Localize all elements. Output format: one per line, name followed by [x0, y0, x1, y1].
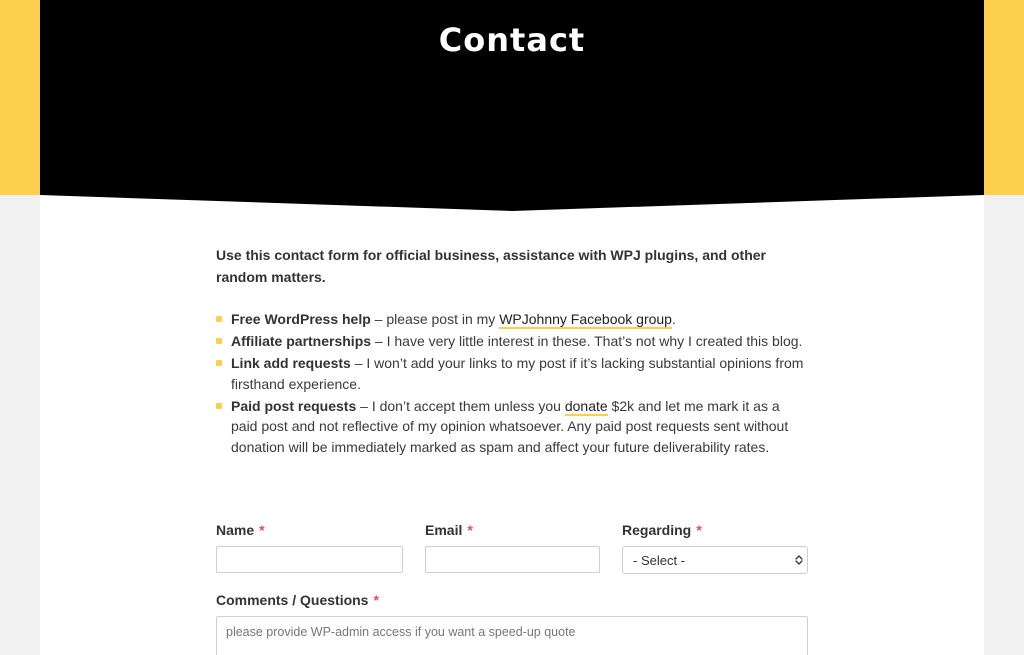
main-content [216, 244, 808, 457]
email-input[interactable] [425, 546, 600, 573]
comments-placeholder: please provide WP-admin access if you want a speed-up quote [226, 625, 576, 639]
list-item [216, 309, 808, 330]
facebook-group-link[interactable]: WPJohnny Facebook group [499, 311, 672, 327]
required-marker: * [373, 592, 379, 608]
regarding-field-group [622, 521, 808, 568]
email-field-group [425, 521, 600, 539]
name-input[interactable] [216, 546, 403, 573]
policy-text: $2k and let me mark it as a paid post and not reflective of my opinion whatsoever. Any paid post requests sent without donation will be immediately marked as spam and affect your future deliverability rates. [231, 397, 789, 455]
email-label: Email * [425, 522, 473, 538]
square-bullet-icon [216, 403, 222, 409]
required-marker: * [696, 522, 702, 538]
name-field-group [216, 521, 403, 539]
comments-field-group [216, 591, 808, 639]
required-marker: * [467, 522, 473, 538]
square-bullet-icon [216, 316, 222, 322]
policy-list [216, 309, 808, 457]
policy-text: – I won’t add your links to my post if it’s lacking substantial opinions from firsthand experience. [231, 355, 804, 392]
square-bullet-icon [216, 338, 222, 344]
policy-text: – I don’t accept them unless you [356, 397, 565, 414]
policy-text: . [671, 311, 676, 327]
list-item [216, 331, 808, 352]
policy-title: Paid post requests [231, 397, 357, 414]
intro-text: Use this contact form for official business, assistance with WPJ plugins, and other random matters. [216, 247, 766, 285]
page-title: Contact [438, 21, 586, 59]
name-label: Name * [216, 522, 265, 538]
regarding-selected-value: - Select - [633, 553, 686, 568]
comments-textarea[interactable] [216, 616, 808, 655]
policy-title: Link add requests [231, 355, 351, 371]
square-bullet-icon [216, 360, 222, 366]
policy-title: Affiliate partnerships [231, 333, 372, 349]
regarding-select[interactable] [622, 546, 808, 574]
regarding-label: Regarding * [622, 522, 702, 538]
donate-link[interactable]: donate [564, 397, 608, 414]
policy-text: – please post in my [370, 311, 500, 327]
chevron-up-down-icon [795, 555, 803, 565]
required-marker: * [259, 522, 265, 538]
list-item [216, 396, 808, 458]
comments-label: Comments / Questions * [216, 592, 379, 608]
policy-title: Free WordPress help [231, 311, 371, 327]
policy-text: – I have very little interest in these. That’s not why I created this blog. [371, 333, 803, 349]
list-item [216, 353, 808, 394]
